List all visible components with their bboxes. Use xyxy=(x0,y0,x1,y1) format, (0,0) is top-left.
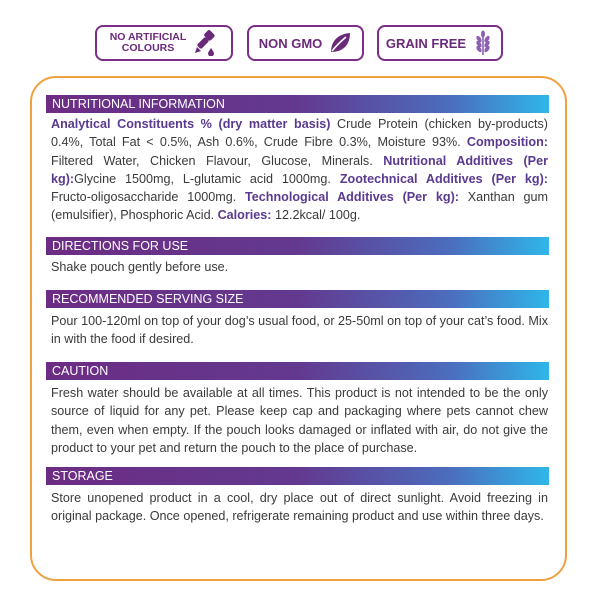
no-artificial-colours-badge xyxy=(95,25,233,61)
nutritional-additives-label: Nutritional Additives (Per kg): xyxy=(51,153,548,186)
caution-header: CAUTION xyxy=(46,362,549,380)
directions-header: DIRECTIONS FOR USE xyxy=(46,237,549,255)
zootechnical-text: Fructo-oligosaccharide 1000mg. xyxy=(51,190,246,205)
nutrition-text xyxy=(51,115,548,225)
nutrition-header: NUTRITIONAL INFORMATION xyxy=(46,95,549,113)
caution-text: Fresh water should be available at all times. This product is not intended to be the only source of liquid for any pet. Please keep cap and packaging where pets cannot chew them, even when empty. If the pouch looks damaged or inflated with air, do not give the product to your pet and return the pouch to the place of purchase. xyxy=(51,386,548,455)
badge-label: GRAIN FREE xyxy=(385,35,467,51)
non-gmo-badge xyxy=(247,25,364,61)
serving-header: RECOMMENDED SERVING SIZE xyxy=(46,290,549,308)
storage-header: STORAGE xyxy=(46,467,549,485)
badge-label-line1: NO ARTIFICIAL xyxy=(109,31,187,43)
badge-label-line2: COLOURS xyxy=(121,42,175,54)
wheat-icon xyxy=(472,30,494,56)
calories-text: 12.2kcal/ 100g. xyxy=(271,208,361,223)
calories-label: Calories: xyxy=(217,208,272,223)
dropper-icon xyxy=(192,30,218,56)
technological-text: Xanthan gum (emulsifier), Phosphoric Acid. xyxy=(51,190,548,223)
leaf-icon xyxy=(328,31,352,55)
grain-free-badge xyxy=(377,25,503,61)
technological-label: Technological Additives (Per kg): xyxy=(245,190,459,205)
analytical-text: Crude Protein (chicken by-products) 0.4%, Total Fat < 0.5%, Ash 0.6%, Crude Fibre 0.3%, Moisture 93%. xyxy=(51,117,548,150)
composition-label: Composition: xyxy=(466,135,548,150)
analytical-label: Analytical Constituents % (dry matter basis) xyxy=(51,117,331,131)
composition-text: Filtered Water, Chicken Flavour, Glucose, Minerals. xyxy=(51,153,384,168)
directions-text: Shake pouch gently before use. xyxy=(51,260,229,274)
storage-text: Store unopened product in a cool, dry place out of direct sunlight. Avoid freezing in original package. Once opened, refrigerate remaining product and use within three days. xyxy=(51,491,548,524)
serving-text: Pour 100-120ml on top of your dog’s usual food, or 25-50ml on top of your cat’s food. Mix in with the food if desired. xyxy=(51,314,548,347)
zootechnical-label: Zootechnical Additives (Per kg): xyxy=(339,171,548,186)
badge-label: NON GMO xyxy=(258,35,323,51)
nutritional-additives-text: Glycine 1500mg, L-glutamic acid 1000mg. xyxy=(74,171,340,186)
